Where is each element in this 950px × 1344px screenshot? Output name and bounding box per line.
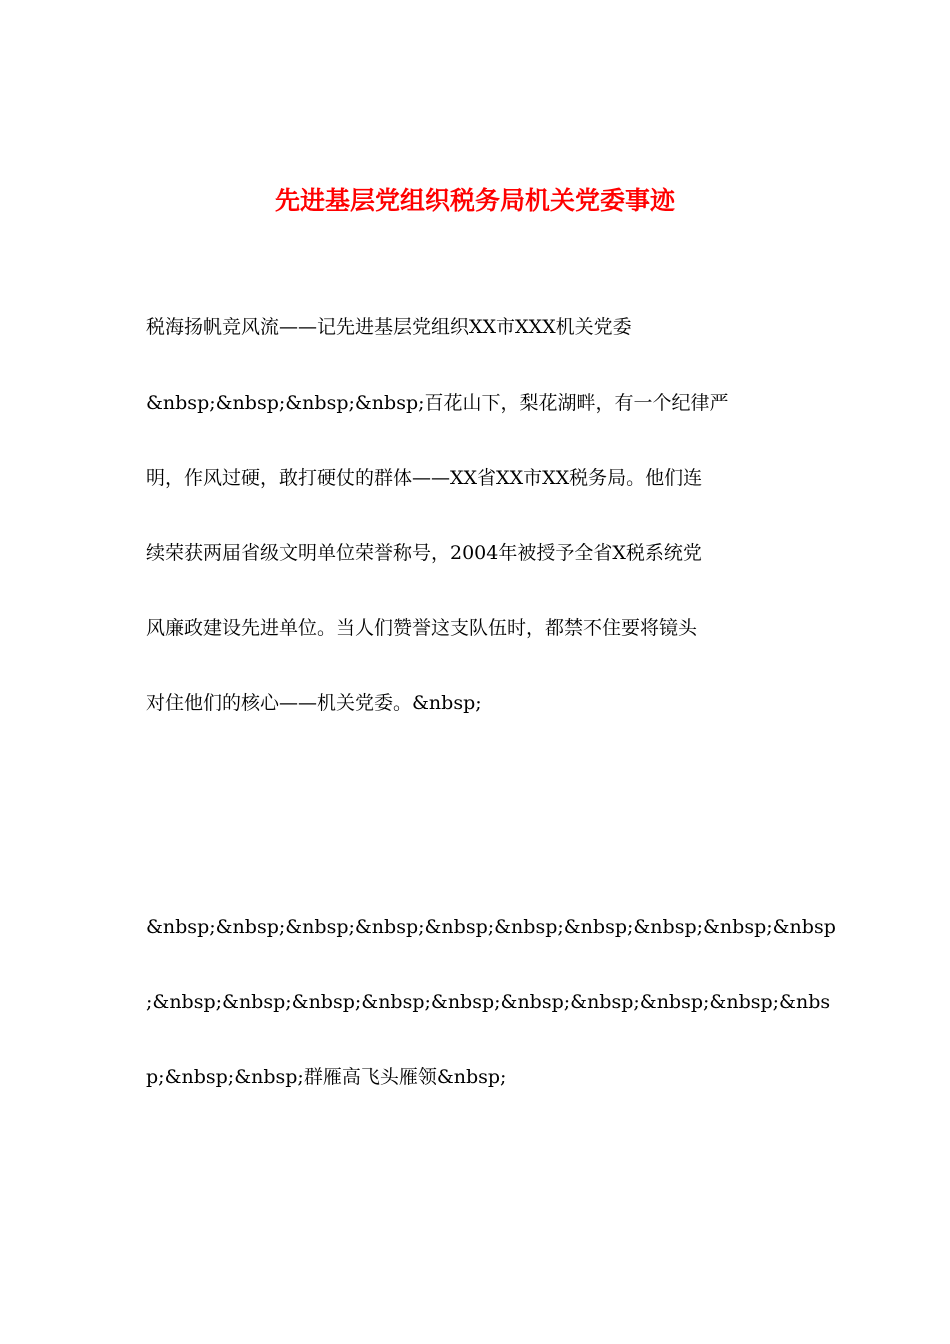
- section-heading: p;&nbsp;&nbsp;群雁高飞头雁领&nbsp;: [146, 1066, 507, 1088]
- body-line-5: 对住他们的核心——机关党委。&nbsp;: [146, 692, 482, 714]
- body-line-2: 明，作风过硬，敢打硬仗的群体——XX省XX市XX税务局。他们连: [146, 467, 703, 489]
- section-line-2: ;&nbsp;&nbsp;&nbsp;&nbsp;&nbsp;&nbsp;&nbsp;&nbsp;&nbsp;&nbs: [146, 991, 831, 1013]
- subtitle-line: 税海扬帆竞风流——记先进基层党组织XX市XXX机关党委: [146, 316, 632, 338]
- section-line-1: &nbsp;&nbsp;&nbsp;&nbsp;&nbsp;&nbsp;&nbsp;&nbsp;&nbsp;&nbsp: [146, 916, 836, 938]
- page-title: 先进基层党组织税务局机关党委事迹: [274, 186, 675, 215]
- body-line-4: 风廉政建设先进单位。当人们赞誉这支队伍时，都禁不住要将镜头: [146, 617, 698, 639]
- body-line-3: 续荣获两届省级文明单位荣誉称号，2004年被授予全省X税系统党: [146, 542, 702, 564]
- body-line-1: &nbsp;&nbsp;&nbsp;&nbsp;百花山下，梨花湖畔，有一个纪律严: [146, 392, 729, 414]
